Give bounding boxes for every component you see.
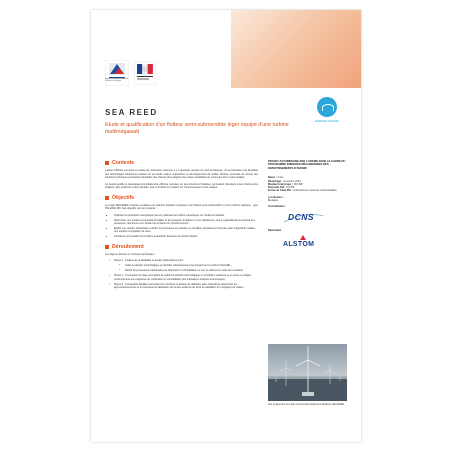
phase-1-sub-1: o Isoler la solution technologique et identifier exhaustivement les impacts sur la turbine HALIADE ; [125, 264, 258, 267]
marine-energy-badge-icon [317, 97, 337, 117]
section-header-objectifs [105, 195, 258, 201]
section-square-icon [105, 161, 109, 165]
fact-duree: Durée : 3 ans [268, 176, 284, 180]
phase-2: • Phase 2 : Conception de base permettant de valider la solution technologique en conditions extrêmes et en tenue en fatigue conformément aux exigences de certification et consolidation des indicateurs technico-économiques ; [105, 274, 258, 281]
main-column [105, 160, 258, 291]
section-square-icon [105, 196, 109, 200]
contexte-paragraph-2: Ce besoin justifie le développement d'éoliennes offshore montées sur des structures flottantes, permettant d'accéder à des champs plus éloignés, plus profonds et plus étendus, tout en limitant les impacts sur l'environnement et les usages. [105, 182, 258, 189]
ademe-caption: Agence de l'Environnement et de la Maîtrise de l'Energie [105, 79, 129, 82]
dcns-logo [284, 213, 324, 223]
objectifs-intro: Le projet SEA REED consiste à réaliser une éolienne flottante composée d'un flotteur semi-submersible et d'une turbine existante , type HALIADE 150. Ses objectifs sont les suivants : [105, 203, 258, 210]
coordinator-label: Coordinateur [268, 205, 285, 209]
alstom-mark-icon [300, 235, 306, 240]
dcns-logo-text: DCNS [288, 212, 315, 223]
floating-turbines-image [268, 344, 347, 401]
program-statement: PROJET ACCOMPAGNÉ PAR L'ADEME DANS LE CADRE DU PROGRAMME ÉNERGIES DÉCARBONÉES DES INVESTISSEMENTS D'AVENIR [268, 160, 346, 170]
alstom-logo-text: ALSTOM [283, 241, 315, 249]
sidebar [268, 160, 348, 255]
list-item: • Contribuer à la création d'une filière industrielle française de l'éolien flottant. [114, 235, 258, 238]
fact-aide: Dont aide PIA : 6,6 M€ [268, 186, 295, 190]
section-title-objectifs: Objectifs [112, 194, 135, 201]
section-title-deroulement: Déroulement [112, 243, 144, 250]
fact-montant: Montant total projet : 18,5 M€ [268, 182, 303, 186]
alstom-logo [278, 235, 328, 255]
project-subtitle: Etude et qualification d'un flotteur semi-submersible léger équipé d'une turbine multimégawatt [105, 122, 289, 135]
objectifs-list [105, 214, 258, 239]
partner-label: Partenaire [268, 229, 282, 233]
phase-1: • Phase 1 : Analyse de la faisabilité et études préliminaires pour : [105, 259, 258, 262]
project-title: SEA REED [105, 108, 158, 117]
marine-energy-label: ENERGIES MARINES [315, 120, 339, 123]
fact-forme-aide: Forme de l'aide PIA : subventions et avances remboursables [268, 189, 337, 193]
list-item: • Déterminer une solution permettant d'installer et de récupérer le flotteur en mer rapidement, tout en garantissant la sécurité des personnes, des biens et en limitant les impacts sur l'environnement ; [114, 219, 258, 226]
list-item: • Etablir une solution industrielle et définir les processus de maintien en condition opérationnel d'un parc dans l'objectif de réaliser une solution compétitive de série ; [114, 227, 258, 234]
section-title-contexte: Contexte [112, 160, 135, 166]
phase-3: • Phase 3 : Conception détaillée permettant de constituer le dossier de définition dans l'objectif de déclencher les approvisionnements et le processus de fabrication de la 1ère éolienne de série et réalisation d'un stoppeur de chaîne. [105, 283, 258, 290]
wind-farm-photo [268, 344, 347, 401]
section-header-contexte [105, 160, 258, 166]
republique-francaise-logo-icon [134, 61, 156, 85]
header-logos [105, 60, 159, 90]
section-square-icon [105, 245, 109, 249]
list-item: • Optimiser la production énergétique tout en maîtrisant les efforts mécaniques sur l'éolienne flottante ; [114, 214, 258, 217]
fact-demarrage: Démarrage : novembre 2013 [268, 179, 301, 183]
localisation: Localisation : Bretagne [268, 195, 285, 202]
photo-caption: Vue prospective d'un parc commercial d'éoliennes flottantes SEA REED [268, 403, 345, 406]
fact-sheet-page [91, 10, 361, 442]
section-header-deroulement [105, 244, 258, 250]
phase-1-sub-2: o Définir des processus préliminaires de fabrication et d'installation en mer et estimer les coûts de la solution. [125, 269, 258, 272]
deroulement-intro: Le projet se déroule en 3 phases principales : [105, 252, 156, 256]
header-corner-gradient [231, 10, 361, 88]
contexte-paragraph-1: L'éolien offshore est entré en phase de croissance soutenue il y a quelques années au nord de l'Europe, où la profondeur est favorable aux technologies d'éoliennes posées sur les fonds marins. Aujourd'hui, le développement de l'éolien offshore nécessite de trouver des solutions techniques permettant d'exploiter des champs plus éloignés des côtes, bénéficiant de vents plus forts et plus stables. [105, 169, 258, 179]
